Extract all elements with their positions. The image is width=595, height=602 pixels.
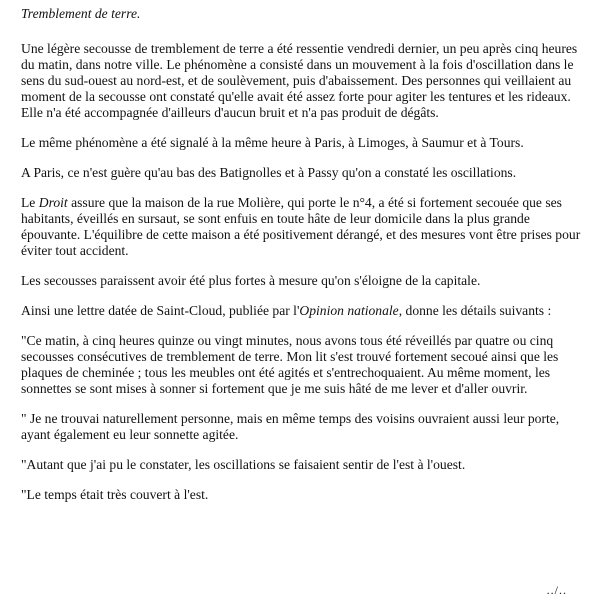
document-page [21,6,587,517]
paragraph-4-body: assure que la maison de la rue Molière, qui porte le n°4, a été si fortement secouée que ses habitants, éveillés en sursaut, se sont enfuis en toute hâte de leur domicile dans la plus grande épouvante. L'équilibre de cette maison a été positivement dérangé, et des mesures vont être prises pour éviter tout accident. [21,195,581,258]
paragraph-6-body: , donne les détails suivants : [398,303,552,318]
paragraph-5: Les secousses paraissent avoir été plus fortes à mesure qu'on s'éloigne de la capitale. [21,273,481,288]
paragraph-8-letter: " Je ne trouvai naturellement personne, mais en même temps des voisins ouvraient aussi leur porte, ayant également eu leur sonnette agitée. [21,411,560,442]
paragraph-4-lead: Le [21,195,39,210]
paragraph-6-lead: Ainsi une lettre datée de Saint-Cloud, publiée par l' [21,303,300,318]
paragraph-6 [21,303,587,319]
continuation-mark: ../.. [546,583,567,597]
article-title: Tremblement de terre. [21,6,141,21]
paragraph-9-letter: "Autant que j'ai pu le constater, les oscillations se faisaient sentir de l'est à l'ouest. [21,457,466,472]
paragraph-3: A Paris, ce n'est guère qu'au bas des Batignolles et à Passy qu'on a constaté les oscillations. [21,165,517,180]
paragraph-1: Une légère secousse de tremblement de terre a été ressentie vendredi dernier, un peu après cinq heures du matin, dans notre ville. Le phénomène a consisté dans un mouvement à la fois d'oscillation dans le sens du sud-ouest au nord-est, et de soulèvement, puis d'abaissement. Des personnes qui veillaient au moment de la secousse ont constaté qu'elle avait été assez forte pour agiter les tentures et les rideaux. Elle n'a été accompagnée d'ailleurs d'aucun bruit et n'a pas produit de dégâts. [21,41,578,120]
paragraph-7-letter: "Ce matin, à cinq heures quinze ou vingt minutes, nous avons tous été réveillés par quatre ou cinq secousses consécutives de tremblement de terre. Mon lit s'est trouvé fortement secoué ainsi que les plaques de cheminée ; tous les meubles ont été agités et s'entrechoquaient. Au même moment, les sonnettes se sont mises à sonner si fortement que je me suis hâté de me lever et d'aller ouvrir. [21,333,559,396]
paragraph-10-letter: "Le temps était très couvert à l'est. [21,487,209,502]
newspaper-name-opinion-nationale: Opinion nationale [299,303,399,318]
paragraph-4 [21,195,587,259]
newspaper-name-droit: Droit [38,195,68,210]
paragraph-2: Le même phénomène a été signalé à la même heure à Paris, à Limoges, à Saumur et à Tours. [21,135,524,150]
